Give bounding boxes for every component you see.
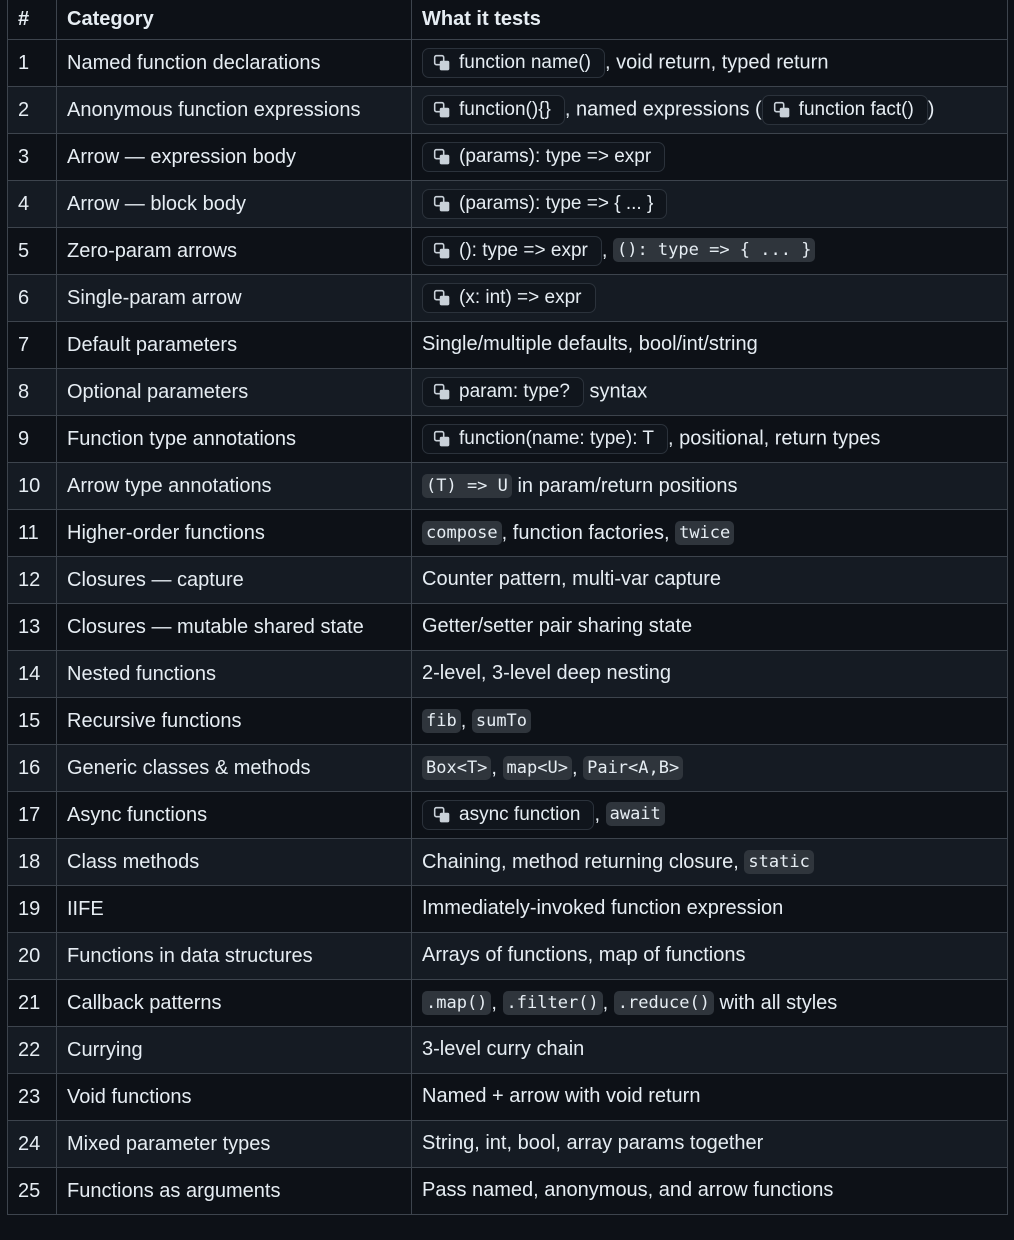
row-number: 11	[8, 510, 57, 557]
code-snippet-text: (x: int) => expr	[459, 287, 582, 308]
code-snippet[interactable]	[422, 377, 584, 407]
tests-table-container	[7, 0, 1007, 1215]
row-description	[412, 228, 1008, 275]
table-row	[8, 275, 1008, 322]
table-row	[8, 1168, 1008, 1215]
row-category: IIFE	[57, 886, 412, 933]
description-text: 2-level, 3-level deep nesting	[422, 662, 672, 685]
row-description	[412, 181, 1008, 228]
copy-icon[interactable]	[433, 289, 451, 307]
row-description	[412, 322, 1008, 369]
row-category: Closures — mutable shared state	[57, 604, 412, 651]
table-row	[8, 134, 1008, 181]
table-row	[8, 1121, 1008, 1168]
copy-icon[interactable]	[433, 148, 451, 166]
code-snippet-text: function fact()	[798, 99, 914, 120]
table-body	[8, 40, 1008, 1215]
description-text: Chaining, method returning closure,	[422, 851, 745, 874]
row-number: 7	[8, 322, 57, 369]
row-description	[412, 557, 1008, 604]
table-row	[8, 980, 1008, 1027]
code-snippet[interactable]	[422, 236, 602, 266]
table-row	[8, 1074, 1008, 1121]
row-description	[412, 792, 1008, 839]
row-category: Closures — capture	[57, 557, 412, 604]
table-row	[8, 1027, 1008, 1074]
row-category: Currying	[57, 1027, 412, 1074]
description-text: 3-level curry chain	[422, 1038, 585, 1061]
row-category: Mixed parameter types	[57, 1121, 412, 1168]
row-number: 19	[8, 886, 57, 933]
description-text: Immediately-invoked function expression	[422, 897, 784, 920]
table-row	[8, 416, 1008, 463]
copy-icon[interactable]	[433, 806, 451, 824]
row-category: Callback patterns	[57, 980, 412, 1027]
description-text: ,	[571, 757, 584, 780]
description-text: Named + arrow with void return	[422, 1085, 701, 1108]
row-category: Nested functions	[57, 651, 412, 698]
copy-icon[interactable]	[433, 242, 451, 260]
inline-code: Box<T>	[422, 756, 491, 780]
tests-table	[7, 0, 1008, 1215]
row-description	[412, 463, 1008, 510]
table-row	[8, 698, 1008, 745]
description-text: Single/multiple defaults, bool/int/string	[422, 333, 758, 356]
code-snippet[interactable]	[422, 424, 668, 454]
row-number: 9	[8, 416, 57, 463]
table-row	[8, 604, 1008, 651]
table-row	[8, 322, 1008, 369]
row-description	[412, 40, 1008, 87]
code-snippet-text: async function	[459, 804, 581, 825]
code-snippet[interactable]	[762, 95, 928, 125]
row-description	[412, 745, 1008, 792]
row-category: Arrow type annotations	[57, 463, 412, 510]
row-description	[412, 933, 1008, 980]
header-category: Category	[57, 0, 412, 40]
code-snippet-text: function(name: type): T	[459, 428, 655, 449]
table-row	[8, 933, 1008, 980]
description-text: with all styles	[713, 992, 838, 1015]
inline-code: .reduce()	[614, 991, 714, 1015]
table-row	[8, 228, 1008, 275]
row-number: 22	[8, 1027, 57, 1074]
copy-icon[interactable]	[433, 383, 451, 401]
row-number: 2	[8, 87, 57, 134]
code-snippet[interactable]	[422, 189, 667, 219]
header-what-it-tests: What it tests	[412, 0, 1008, 40]
row-category: Functions in data structures	[57, 933, 412, 980]
code-snippet-text: param: type?	[459, 381, 570, 402]
row-category: Anonymous function expressions	[57, 87, 412, 134]
code-snippet-text: function(){}	[459, 99, 551, 120]
row-category: Class methods	[57, 839, 412, 886]
copy-icon[interactable]	[773, 101, 791, 119]
description-text: String, int, bool, array params together	[422, 1132, 764, 1155]
table-row	[8, 510, 1008, 557]
description-text: Getter/setter pair sharing state	[422, 615, 693, 638]
description-text: Counter pattern, multi-var capture	[422, 568, 722, 591]
row-number: 4	[8, 181, 57, 228]
row-number: 3	[8, 134, 57, 181]
code-snippet-text: (): type => expr	[459, 240, 588, 261]
row-category: Generic classes & methods	[57, 745, 412, 792]
row-number: 1	[8, 40, 57, 87]
code-snippet-text: (params): type => { ... }	[459, 193, 654, 214]
row-category: Optional parameters	[57, 369, 412, 416]
row-number: 24	[8, 1121, 57, 1168]
row-description	[412, 604, 1008, 651]
row-description	[412, 651, 1008, 698]
table-row	[8, 745, 1008, 792]
inline-code: twice	[675, 521, 734, 545]
row-category: Arrow — expression body	[57, 134, 412, 181]
description-text: ,	[491, 757, 503, 780]
table-row	[8, 463, 1008, 510]
description-text: Arrays of functions, map of functions	[422, 944, 746, 967]
row-description	[412, 134, 1008, 181]
row-number: 23	[8, 1074, 57, 1121]
copy-icon[interactable]	[433, 430, 451, 448]
row-category: Higher-order functions	[57, 510, 412, 557]
row-category: Arrow — block body	[57, 181, 412, 228]
row-description	[412, 698, 1008, 745]
inline-code: Pair<A,B>	[583, 756, 683, 780]
copy-icon[interactable]	[433, 101, 451, 119]
inline-code: fib	[422, 709, 461, 733]
row-number: 6	[8, 275, 57, 322]
row-number: 17	[8, 792, 57, 839]
table-row	[8, 369, 1008, 416]
code-snippet[interactable]	[422, 95, 565, 125]
description-text: syntax	[583, 380, 648, 403]
row-description	[412, 1027, 1008, 1074]
row-number: 15	[8, 698, 57, 745]
table-row	[8, 40, 1008, 87]
row-category: Async functions	[57, 792, 412, 839]
header-number: #	[8, 0, 57, 40]
row-description	[412, 87, 1008, 134]
row-number: 14	[8, 651, 57, 698]
description-text: , named expressions (	[564, 98, 762, 121]
inline-code: compose	[422, 521, 502, 545]
description-text: ,	[491, 992, 503, 1015]
row-number: 20	[8, 933, 57, 980]
row-description	[412, 980, 1008, 1027]
description-text: Pass named, anonymous, and arrow functions	[422, 1179, 834, 1202]
description-text: ,	[460, 710, 472, 733]
inline-code: .map()	[422, 991, 491, 1015]
description-text: , void return, typed return	[605, 51, 829, 74]
table-row	[8, 886, 1008, 933]
code-snippet[interactable]	[422, 800, 594, 830]
row-number: 5	[8, 228, 57, 275]
row-category: Void functions	[57, 1074, 412, 1121]
inline-code: .filter()	[503, 991, 603, 1015]
inline-code: map<U>	[503, 756, 572, 780]
row-number: 18	[8, 839, 57, 886]
description-text: ,	[601, 239, 613, 262]
row-category: Zero-param arrows	[57, 228, 412, 275]
code-snippet-text: function name()	[459, 52, 592, 73]
table-row	[8, 839, 1008, 886]
row-description	[412, 416, 1008, 463]
row-category: Single-param arrow	[57, 275, 412, 322]
row-number: 16	[8, 745, 57, 792]
inline-code: static	[744, 850, 813, 874]
row-description	[412, 1074, 1008, 1121]
row-description	[412, 275, 1008, 322]
inline-code: sumTo	[472, 709, 531, 733]
description-text: ,	[602, 992, 614, 1015]
description-text: )	[927, 98, 935, 121]
description-text: , positional, return types	[668, 427, 881, 450]
inline-code: await	[606, 802, 665, 826]
row-category: Recursive functions	[57, 698, 412, 745]
row-number: 8	[8, 369, 57, 416]
table-row	[8, 181, 1008, 228]
row-category: Function type annotations	[57, 416, 412, 463]
row-description	[412, 369, 1008, 416]
description-text: ,	[594, 803, 606, 826]
row-number: 21	[8, 980, 57, 1027]
row-description	[412, 510, 1008, 557]
row-description	[412, 886, 1008, 933]
code-snippet[interactable]	[422, 142, 665, 172]
inline-code: (T) => U	[422, 474, 512, 498]
row-category: Functions as arguments	[57, 1168, 412, 1215]
copy-icon[interactable]	[433, 54, 451, 72]
table-row	[8, 557, 1008, 604]
table-row	[8, 87, 1008, 134]
row-number: 13	[8, 604, 57, 651]
inline-code: (): type => { ... }	[613, 238, 815, 262]
description-text: in param/return positions	[511, 475, 738, 498]
row-number: 12	[8, 557, 57, 604]
table-row	[8, 792, 1008, 839]
row-category: Default parameters	[57, 322, 412, 369]
table-row	[8, 651, 1008, 698]
code-snippet[interactable]	[422, 283, 596, 313]
table-header-row	[8, 0, 1008, 40]
copy-icon[interactable]	[433, 195, 451, 213]
row-description	[412, 1121, 1008, 1168]
row-description	[412, 1168, 1008, 1215]
code-snippet[interactable]	[422, 48, 605, 78]
description-text: , function factories,	[501, 522, 676, 545]
code-snippet-text: (params): type => expr	[459, 146, 652, 167]
row-category: Named function declarations	[57, 40, 412, 87]
row-number: 25	[8, 1168, 57, 1215]
row-number: 10	[8, 463, 57, 510]
row-description	[412, 839, 1008, 886]
